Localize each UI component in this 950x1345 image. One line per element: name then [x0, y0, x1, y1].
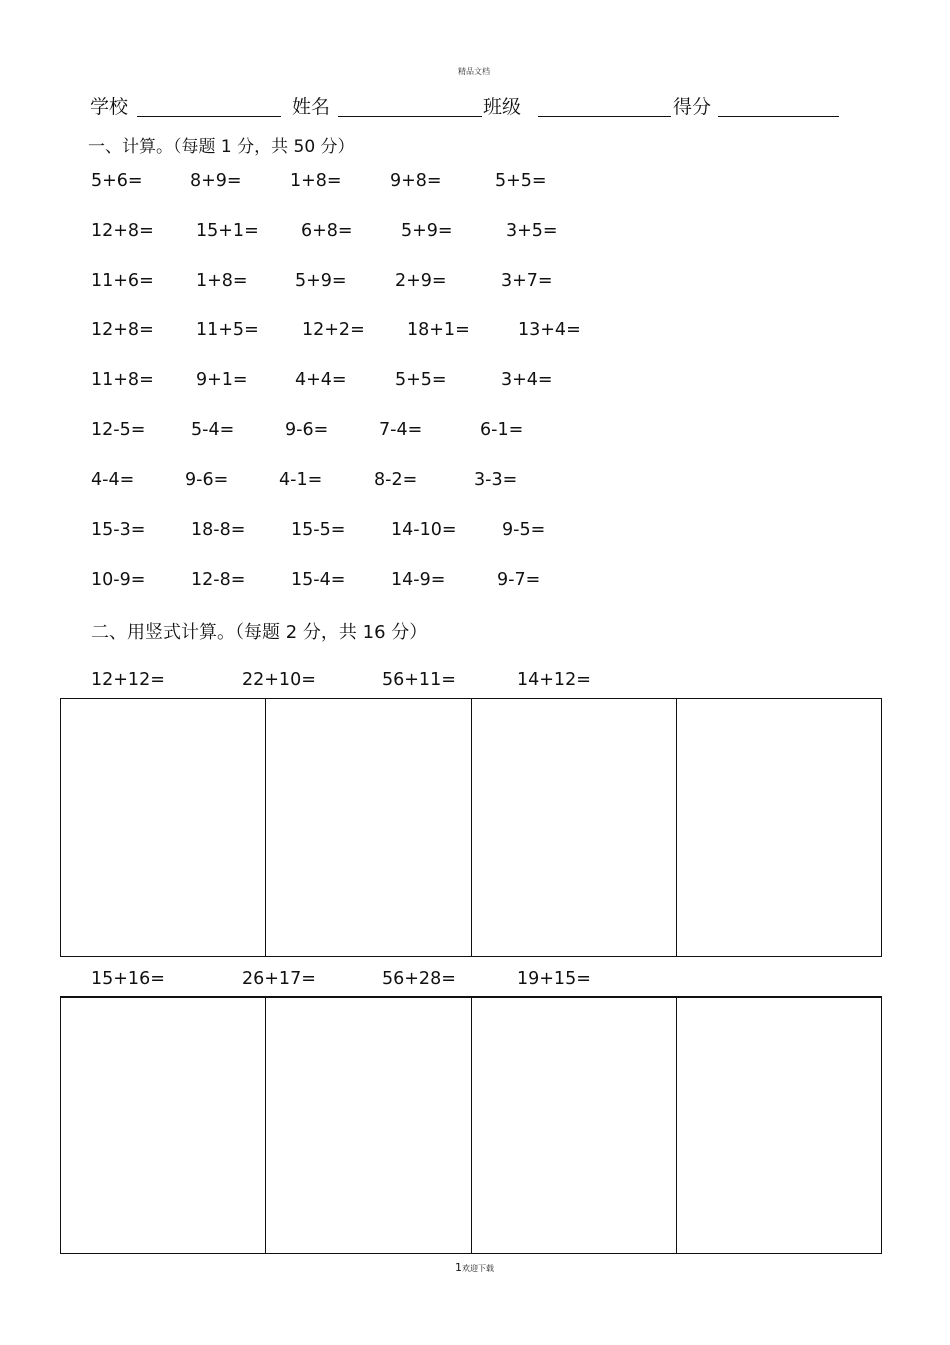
- answer-grid-2: [60, 996, 882, 1254]
- problem: 5+9=: [401, 221, 453, 241]
- problem: 15-5=: [291, 520, 346, 540]
- footer-text: 欢迎下载: [462, 1264, 494, 1273]
- problem: 14-9=: [391, 570, 446, 590]
- problem: 9-6=: [185, 470, 229, 490]
- problem: 11+8=: [91, 370, 154, 390]
- problem: 12-5=: [91, 420, 146, 440]
- problem: 13+4=: [518, 320, 581, 340]
- problem: 12+8=: [91, 320, 154, 340]
- watermark: 精品文档: [458, 67, 490, 76]
- class-blank[interactable]: [538, 116, 671, 117]
- answer-box[interactable]: [472, 998, 677, 1253]
- problem: 12+2=: [302, 320, 365, 340]
- problem: 14-10=: [391, 520, 457, 540]
- problem: 18-8=: [191, 520, 246, 540]
- school-label: 学校: [90, 96, 129, 118]
- problem: 4-1=: [279, 470, 323, 490]
- problem: 5-4=: [191, 420, 235, 440]
- problem: 6-1=: [480, 420, 524, 440]
- answer-box[interactable]: [472, 699, 677, 956]
- problem: 3+5=: [506, 221, 558, 241]
- school-blank[interactable]: [137, 116, 281, 117]
- section1-title: 一、计算。（每题 1 分，共 50 分）: [88, 137, 355, 157]
- vertical-problem: 15+16=: [91, 969, 165, 989]
- problem: 11+5=: [196, 320, 259, 340]
- answer-box[interactable]: [266, 998, 471, 1253]
- problem: 2+9=: [395, 271, 447, 291]
- answer-box[interactable]: [677, 699, 881, 956]
- problem: 9+8=: [390, 171, 442, 191]
- problem: 15-3=: [91, 520, 146, 540]
- vertical-problem: 26+17=: [242, 969, 316, 989]
- answer-box[interactable]: [61, 998, 266, 1253]
- answer-grid-1: [60, 698, 882, 957]
- answer-box[interactable]: [266, 699, 471, 956]
- vertical-problem: 56+11=: [382, 670, 456, 690]
- problem: 7-4=: [379, 420, 423, 440]
- problem: 4+4=: [295, 370, 347, 390]
- page-footer: [455, 1261, 494, 1274]
- problem: 9+1=: [196, 370, 248, 390]
- class-label: 班级: [483, 96, 522, 118]
- problem: 6+8=: [301, 221, 353, 241]
- answer-box[interactable]: [61, 699, 266, 956]
- problem: 1+8=: [290, 171, 342, 191]
- problem: 8-2=: [374, 470, 418, 490]
- section2-title: 二、用竖式计算。（每题 2 分，共 16 分）: [91, 622, 428, 643]
- problem: 5+6=: [91, 171, 143, 191]
- problem: 3-3=: [474, 470, 518, 490]
- vertical-problem: 14+12=: [517, 670, 591, 690]
- name-label: 姓名: [292, 96, 331, 118]
- problem: 12+8=: [91, 221, 154, 241]
- problem: 12-8=: [191, 570, 246, 590]
- problem: 3+7=: [501, 271, 553, 291]
- name-blank[interactable]: [338, 116, 482, 117]
- problem: 3+4=: [501, 370, 553, 390]
- vertical-problem: 19+15=: [517, 969, 591, 989]
- problem: 18+1=: [407, 320, 470, 340]
- problem: 5+5=: [395, 370, 447, 390]
- problem: 5+9=: [295, 271, 347, 291]
- problem: 8+9=: [190, 171, 242, 191]
- problem: 5+5=: [495, 171, 547, 191]
- score-label: 得分: [673, 96, 712, 118]
- problem: 9-5=: [502, 520, 546, 540]
- problem: 9-6=: [285, 420, 329, 440]
- problem: 15-4=: [291, 570, 346, 590]
- problem: 10-9=: [91, 570, 146, 590]
- problem: 4-4=: [91, 470, 135, 490]
- vertical-problem: 12+12=: [91, 670, 165, 690]
- answer-box[interactable]: [677, 998, 881, 1253]
- problem: 9-7=: [497, 570, 541, 590]
- page-number: 1: [455, 1261, 462, 1274]
- vertical-problem: 22+10=: [242, 670, 316, 690]
- problem: 1+8=: [196, 271, 248, 291]
- problem: 11+6=: [91, 271, 154, 291]
- score-blank[interactable]: [718, 116, 839, 117]
- vertical-problem: 56+28=: [382, 969, 456, 989]
- problem: 15+1=: [196, 221, 259, 241]
